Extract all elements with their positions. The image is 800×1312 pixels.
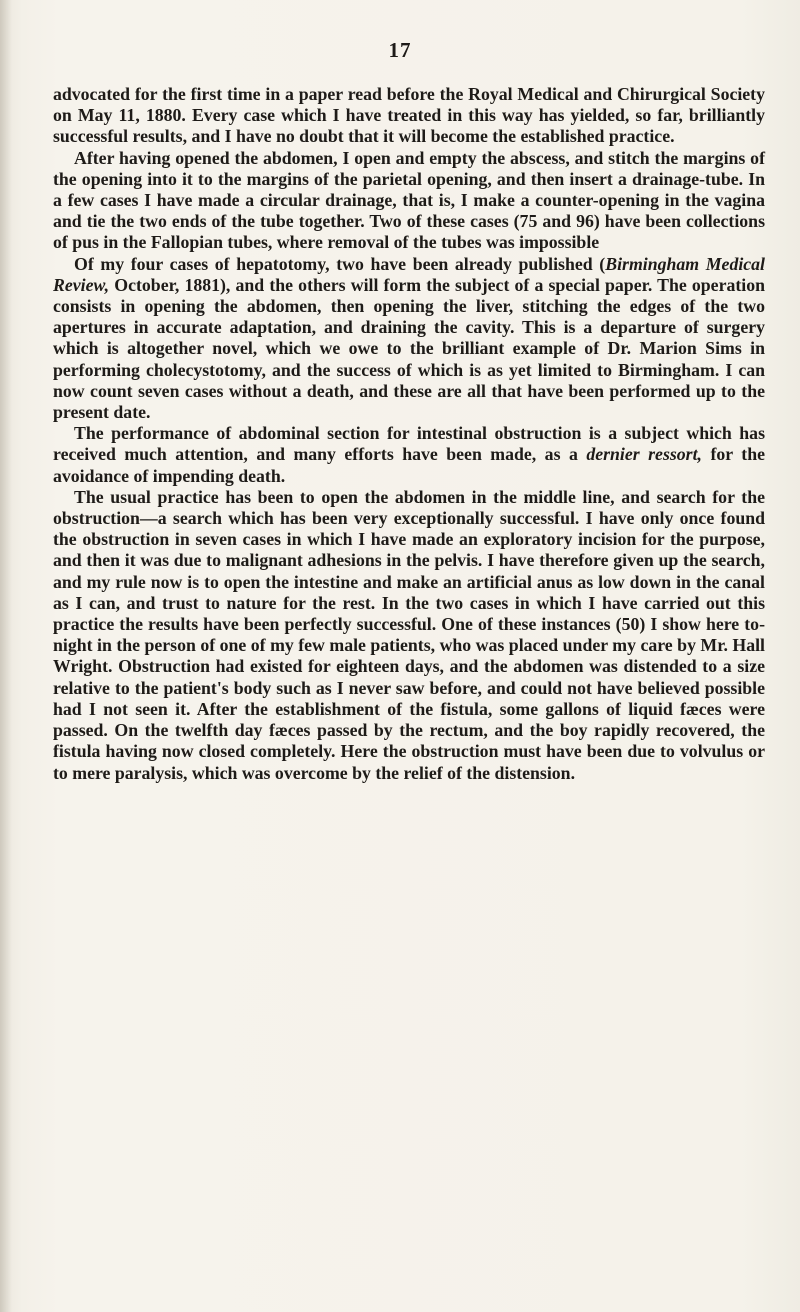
journal-title: Birmingham Medical Review,: [53, 253, 765, 295]
paragraph-4-part-1: The performance of abdominal section for intestinal obstruction is a subject which has received much attention, and many efforts have been made, as a: [53, 423, 765, 465]
page-number: 17: [388, 38, 412, 62]
page-binding-shadow: [0, 0, 12, 1312]
body-text: [53, 84, 765, 784]
dernier-ressort-phrase: dernier ressort,: [586, 444, 702, 465]
paragraph-2: After having opened the abdomen, I open and empty the abscess, and stitch the margins of the opening into it to the margins of the parietal opening, and then insert a drainage-tube. In a few cases I have made a circular drainage, that is, I make a counter-opening in the vagina and tie the two ends of the tube together. Two of these cases (75 and 96) have been collections of pus in the Fallopian tubes, where removal of the tubes was impossible: [53, 147, 765, 253]
paragraph-3-part-1: Of my four cases of hepatotomy, two have been already published (: [74, 253, 606, 274]
paragraph-1: advocated for the first time in a paper read before the Royal Medical and Chirurgical Society on May 11, 1880. Every case which I have treated in this way has yielded, so far, brilliantly successful results, and I have no doubt that it will become the established practice.: [53, 84, 765, 147]
paragraph-3-part-2: October, 1881), and the others will form the subject of a special paper. The operation consists in opening the abdomen, then opening the liver, stitching the edges of the two apertures in accurate adaptation, and draining the cavity. This is a departure of surgery which is altogether novel, which we owe to the brilliant example of Dr. Marion Sims in performing cholecystotomy, and the success of which is as yet limited to Birmingham. I can now count seven cases without a death, and these are all that have been performed up to the present date.: [53, 274, 765, 423]
paragraph-4: [53, 423, 765, 487]
paragraph-4-part-2: for the avoidance of impending death.: [53, 444, 765, 486]
paragraph-3: [53, 254, 765, 424]
paragraph-5: The usual practice has been to open the abdomen in the middle line, and search for the obstruction—a search which has been very exceptionally successful. I have only once found the obstruction in seven cases in which I have made an exploratory incision for the purpose, and then it was due to malignant adhesions in the pelvis. I have therefore given up the search, and my rule now is to open the intestine and make an artificial anus as low down in the canal as I can, and trust to nature for the rest. In the two cases in which I have carried out this practice the results have been perfectly successful. One of these instances (50) I show here to-night in the person of one of my few male patients, who was placed under my care by Mr. Hall Wright. Obstruction had existed for eighteen days, and the abdomen was distended to a size relative to the patient's body such as I never saw before, and could not have believed possible had I not seen it. After the establishment of the fistula, some gallons of liquid fæces were passed. On the twelfth day fæces passed by the rectum, and the boy rapidly recovered, the fistula having now closed completely. Here the obstruction must have been due to volvulus or to mere paralysis, which was overcome by the relief of the distension.: [53, 486, 765, 783]
